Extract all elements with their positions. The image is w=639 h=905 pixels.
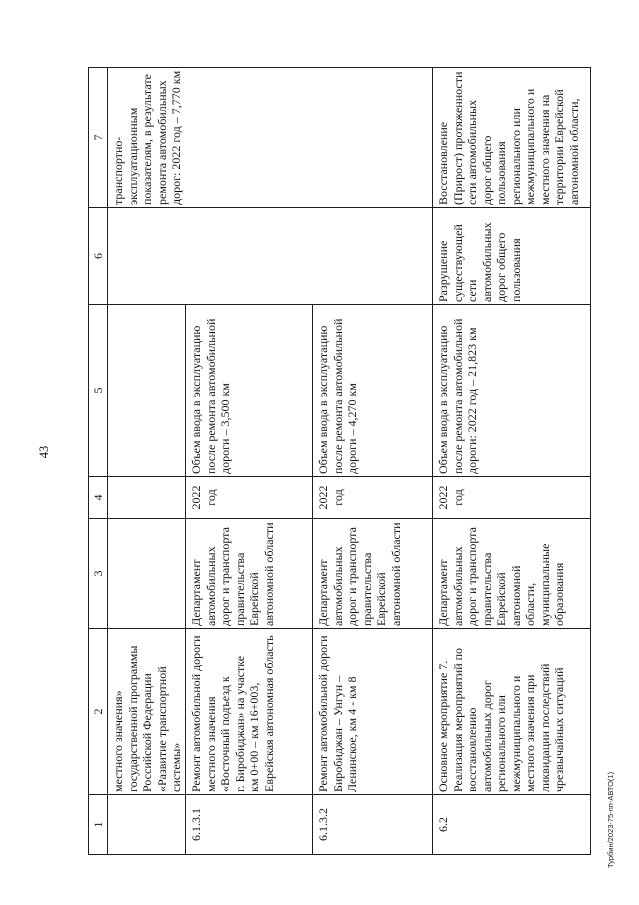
period-cell: 2022 год [313,477,433,519]
column-header-7: 7 [89,68,108,208]
period-cell-empty [108,477,186,519]
document-code: Турбин/2023-75-пп-АВТО(1) [606,771,615,868]
expected-result-cell: Объем ввода в эксплуатацию после ремонта автомобильной дороги – 4,270 км [313,305,433,477]
column-header-2: 2 [89,629,108,795]
item-number-cell: 6.1.3.2 [313,795,433,855]
column-header-1: 1 [89,795,108,855]
expected-result-cell: Объем ввода в эксплуатацию после ремонта автомобильной дороги – 3,500 км [186,305,313,477]
column-header-5: 5 [89,305,108,477]
page-number: 43 [37,445,51,459]
measure-name-cell: Ремонт автомобильной дороги Биробиджан – Унгун – Ленинское, км 4 - км 8 [313,629,433,795]
executor-cell: Департамент автомобильных дорог и транспорта правительства Еврейской автономной области [186,519,313,629]
program-measures-table [88,67,591,855]
executor-cell: Департамент автомобильных дорог и транспорта правительства Еврейской автономной области, муниципальные образования [433,519,591,629]
executor-cell-empty [108,519,186,629]
column-header-3: 3 [89,519,108,629]
executor-cell: Департамент автомобильных дорог и транспорта правительства Еврейской автономной области [313,519,433,629]
period-cell: 2022 год [433,477,591,519]
expected-result-cell: Объем ввода в эксплуатацию после ремонта автомобильной дороги: 2022 год – 21,823 км [433,305,591,477]
table-row-continuation [108,68,186,855]
item-number-cell-empty [108,795,186,855]
period-cell: 2022 год [186,477,313,519]
measure-name-cell: местного значения» государственной программы Российской Федерации «Развитие транспортной системы» [108,629,186,795]
consequence-cell: Разрушение существующей сети автомобильных дорог общего пользования [433,208,591,305]
item-number-cell: 6.2 [433,795,591,855]
table-row [433,68,591,855]
item-number-cell: 6.1.3.1 [186,795,313,855]
column-header-4: 4 [89,477,108,519]
table-header-row [89,68,108,855]
measure-name-cell: Ремонт автомобильной дороги местного значения «Восточный подъезд к г. Биробиджан» на участке км 0+00 – км 16+003, Еврейская автономная область [186,629,313,795]
indicator-link-cell: транспортно-эксплуатационным показателям, в результате ремонта автомобильных дорог: 2022 год – 7,770 км [108,68,433,208]
measure-name-cell: Основное мероприятие 7. Реализация мероприятий по восстановлению автомобильных дорог регионального или межмуниципального и местного значения при ликвидации последствий чрезвычайных ситуаций [433,629,591,795]
indicator-link-cell: Восстановление (Прирост) протяженности сети автомобильных дорог общего пользования регионального или межмуниципального и местного значения на территории Еврейской автономной области, [433,68,591,208]
consequence-cell-empty [108,208,433,305]
expected-result-cell-empty [108,305,186,477]
column-header-6: 6 [89,208,108,305]
